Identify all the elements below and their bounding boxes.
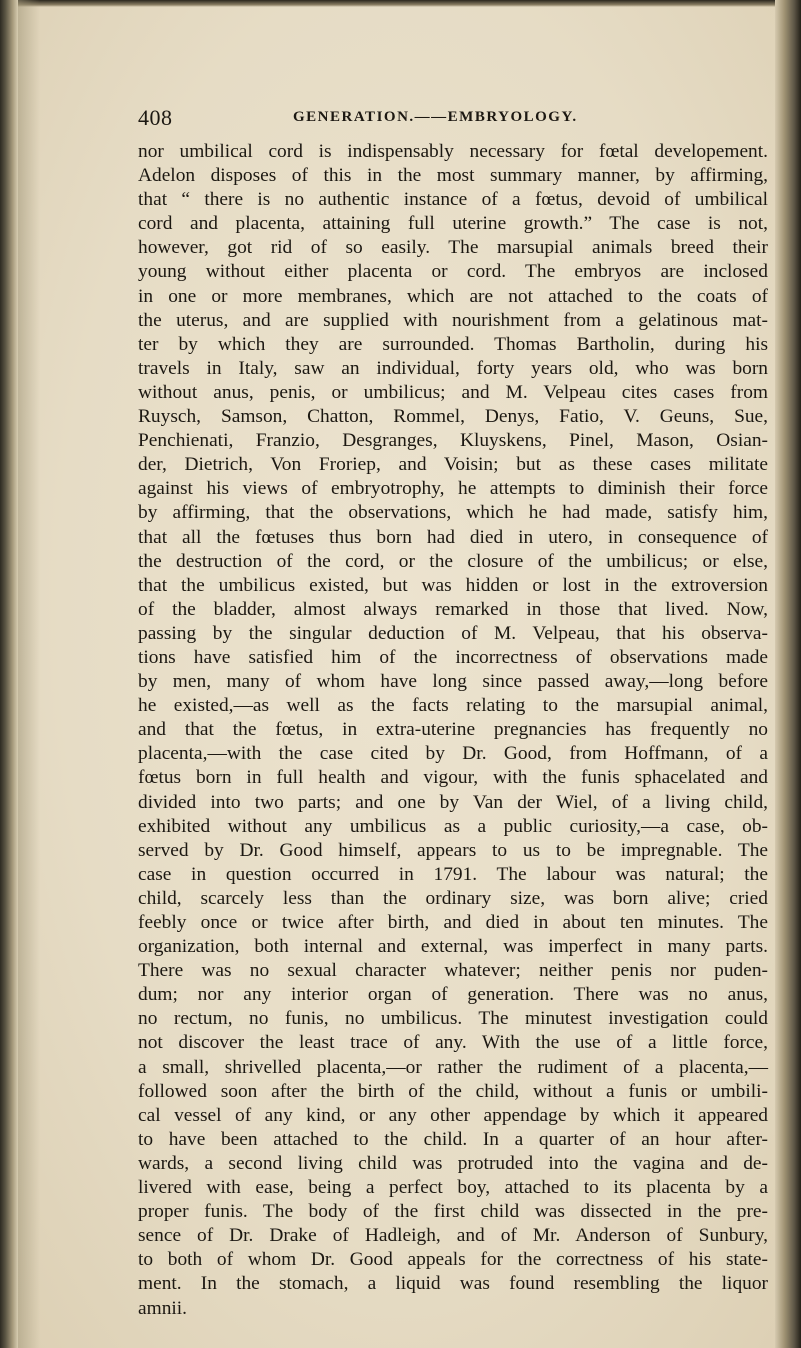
text-line: divided into two parts; and one by Van der Wiel, of a living child, bbox=[138, 791, 768, 813]
running-head: GENERATION.——EMBRYOLOGY. bbox=[293, 109, 578, 125]
page-number: 408 bbox=[138, 105, 173, 130]
text-line: without anus, penis, or umbilicus; and M. Velpeau cites cases from bbox=[138, 381, 768, 403]
text-line: against his views of embryotrophy, he attempts to diminish their force bbox=[138, 478, 768, 500]
text-line: the destruction of the cord, or the closure of the umbilicus; or else, bbox=[138, 550, 768, 572]
text-line: fœtus born in full health and vigour, with the funis sphacelated and bbox=[138, 767, 768, 789]
text-line: amnii. bbox=[138, 1297, 188, 1319]
text-line: to have been attached to the child. In a quarter of an hour after- bbox=[138, 1128, 768, 1150]
text-line: der, Dietrich, Von Froriep, and Voisin; but as these cases militate bbox=[138, 454, 768, 476]
text-line: dum; nor any interior organ of generation. There was no anus, bbox=[138, 984, 768, 1006]
text-line: by affirming, that the observations, which he had made, satisfy him, bbox=[138, 502, 768, 524]
body-text bbox=[138, 140, 768, 1321]
text-line: in one or more membranes, which are not attached to the coats of bbox=[138, 285, 768, 307]
text-line: and that the fœtus, in extra-uterine pregnancies has frequently no bbox=[138, 719, 768, 741]
text-line: exhibited without any umbilicus as a public curiosity,—a case, ob- bbox=[138, 815, 768, 837]
text-line: cal vessel of any kind, or any other appendage by which it appeared bbox=[138, 1104, 768, 1126]
text-line: that all the fœtuses thus born had died in utero, in consequence of bbox=[138, 526, 768, 548]
text-line: case in question occurred in 1791. The labour was natural; the bbox=[138, 863, 768, 885]
page-header bbox=[138, 105, 770, 135]
text-line: cord and placenta, attaining full uterine growth.” The case is not, bbox=[138, 213, 768, 235]
text-line: served by Dr. Good himself, appears to us to be impregnable. The bbox=[138, 839, 768, 861]
text-line: however, got rid of so easily. The marsupial animals breed their bbox=[138, 237, 768, 259]
text-line: sence of Dr. Drake of Hadleigh, and of Mr. Anderson of Sunbury, bbox=[138, 1225, 768, 1247]
text-line: Ruysch, Samson, Chatton, Rommel, Denys, Fatio, V. Geuns, Sue, bbox=[138, 406, 768, 428]
text-line: that the umbilicus existed, but was hidden or lost in the extroversion bbox=[138, 574, 768, 596]
text-line: wards, a second living child was protruded into the vagina and de- bbox=[138, 1152, 768, 1174]
text-line: of the bladder, almost always remarked in those that lived. Now, bbox=[138, 598, 768, 620]
text-line: that “ there is no authentic instance of a fœtus, devoid of umbilical bbox=[138, 189, 768, 211]
text-line: not discover the least trace of any. With the use of a little force, bbox=[138, 1032, 768, 1054]
text-line: ment. In the stomach, a liquid was found resembling the liquor bbox=[138, 1273, 768, 1295]
text-line: Adelon disposes of this in the most summary manner, by affirming, bbox=[138, 165, 768, 187]
text-line: tions have satisfied him of the incorrectness of observations made bbox=[138, 646, 768, 668]
text-line: followed soon after the birth of the child, without a funis or umbili- bbox=[138, 1080, 768, 1102]
text-line: a small, shrivelled placenta,—or rather the rudiment of a placenta,— bbox=[138, 1056, 768, 1078]
page-right-edge bbox=[775, 0, 801, 1348]
text-line: the uterus, and are supplied with nourishment from a gelatinous mat- bbox=[138, 309, 768, 331]
book-spine-shadow bbox=[0, 0, 18, 1348]
text-line: passing by the singular deduction of M. Velpeau, that his observa- bbox=[138, 622, 768, 644]
text-line: nor umbilical cord is indispensably necessary for fœtal developement. bbox=[138, 141, 768, 162]
text-line: to both of whom Dr. Good appeals for the correctness of his state- bbox=[138, 1249, 768, 1271]
text-line: travels in Italy, saw an individual, forty years old, who was born bbox=[138, 357, 768, 379]
text-line: no rectum, no funis, no umbilicus. The minutest investigation could bbox=[138, 1008, 768, 1030]
text-line: There was no sexual character whatever; neither penis nor puden- bbox=[138, 960, 768, 982]
text-line: by men, many of whom have long since passed away,—long before bbox=[138, 671, 768, 693]
text-line: placenta,—with the case cited by Dr. Good, from Hoffmann, of a bbox=[138, 743, 768, 765]
text-line: young without either placenta or cord. The embryos are inclosed bbox=[138, 261, 768, 283]
text-line: feebly once or twice after birth, and died in about ten minutes. The bbox=[138, 912, 768, 933]
text-line: organization, both internal and external, was imperfect in many parts. bbox=[138, 936, 768, 958]
text-line: livered with ease, being a perfect boy, attached to its placenta by a bbox=[138, 1177, 768, 1199]
text-line: proper funis. The body of the first child was dissected in the pre- bbox=[138, 1201, 768, 1223]
text-line: child, scarcely less than the ordinary size, was born alive; cried bbox=[138, 887, 768, 909]
text-line: he existed,—as well as the facts relating to the marsupial animal, bbox=[138, 695, 768, 717]
page-top-edge bbox=[0, 0, 801, 7]
text-line: ter by which they are surrounded. Thomas Bartholin, during his bbox=[138, 333, 768, 355]
text-line: Penchienati, Franzio, Desgranges, Kluyskens, Pinel, Mason, Osian- bbox=[138, 430, 768, 452]
